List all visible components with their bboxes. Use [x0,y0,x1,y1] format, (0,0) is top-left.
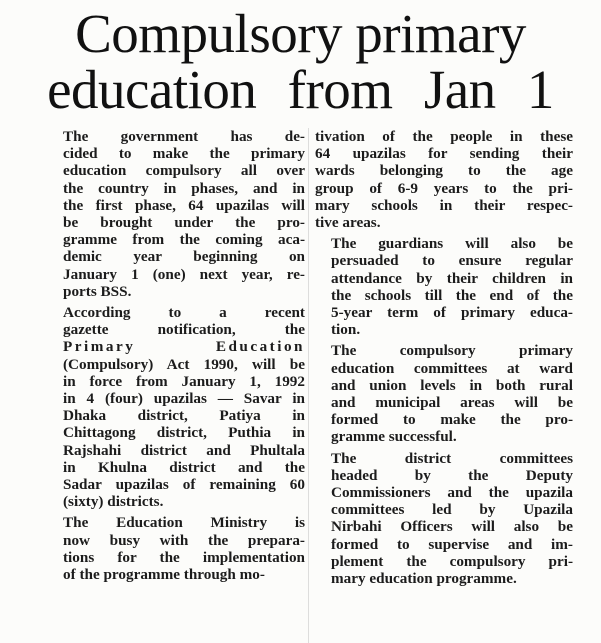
article-line: formed to make the pro- [331,411,573,429]
article-line: committees led by Upazila [331,501,573,519]
article-line: tivation of the people in these [315,128,573,145]
article-line: plement the compulsory pri- [331,552,573,570]
article-line: Primary Education [63,338,305,356]
article-line: The government has de- [63,128,305,145]
article-line: attendance by their children in [331,269,573,287]
article-line: Chittagong district, Puthia in [63,424,305,442]
article-line: The guardians will also be [331,235,573,253]
article-line: education compulsory all over [63,162,305,180]
article-line: be brought under the pro- [63,214,305,232]
article-line: headed by the Deputy [331,466,573,484]
article-line: and union levels in both rural [331,376,573,394]
article-body [0,128,601,643]
headline-line-2: education from Jan 1 [47,59,554,120]
article-column-right [315,128,573,591]
article-line: tive areas. [315,214,381,232]
article-paragraph [315,450,573,588]
article-line: cided to make the primary [63,145,305,163]
article-line: 5-year term of primary educa- [331,304,573,322]
article-line: in 4 (four) upazilas — Savar in [63,390,305,408]
article-line: the schools till the end of the [331,286,573,304]
article-line: gramme from the coming aca- [63,231,305,249]
article-line: Commissioners and the upazila [331,484,573,502]
article-line: the country in phases, and in [63,179,305,197]
article-line: The compulsory primary [331,342,573,360]
article-line: ports BSS. [63,282,132,300]
article-line: According to a recent [63,304,305,322]
article-line: and municipal areas will be [331,394,573,412]
article-column-left [47,128,305,587]
article-line: now busy with the prepara- [63,531,305,549]
article-line: January 1 (one) next year, re- [63,265,305,283]
article-line: The district committees [331,449,573,467]
article-paragraph [315,342,573,445]
article-line: in Khulna district and the [63,458,305,476]
article-paragraph [47,514,305,583]
article-line: in force from January 1, 1992 [63,372,305,390]
article-line: Dhaka district, Patiya in [63,407,305,425]
article-line: of the programme through mo- [63,566,265,584]
article-line: demic year beginning on [63,248,305,266]
article-line: 64 upazilas for sending their [315,145,573,163]
article-line: Nirbahi Officers will also be [331,518,573,536]
article-line: tions for the implementation [63,548,305,566]
article-line: (sixty) districts. [63,493,164,511]
headline [0,0,601,118]
article-line: the first phase, 64 upazilas will [63,196,305,214]
headline-line-1: Compulsory primary [75,3,526,64]
article-line: persuaded to ensure regular [331,252,573,270]
article-line: education committees at ward [331,359,573,377]
article-line: wards belonging to the age [315,162,573,180]
article-line: The Education Ministry is [63,514,305,532]
article-line: tion. [331,321,361,339]
article-line: mary education programme. [331,570,517,588]
article-paragraph [47,128,305,300]
article-line: Rajshahi district and Phultala [63,441,305,459]
article-line: group of 6-9 years to the pri- [315,179,573,197]
article-paragraph [47,304,305,510]
article-line: gramme successful. [331,428,457,446]
article-paragraph [315,235,573,338]
article-line: Sadar upazilas of remaining 60 [63,476,305,494]
article-line: gazette notification, the [63,321,305,339]
article-line: mary schools in their respec- [315,196,573,214]
article-paragraph [315,128,573,231]
article-line: (Compulsory) Act 1990, will be [63,355,305,373]
article-line: formed to supervise and im- [331,535,573,553]
